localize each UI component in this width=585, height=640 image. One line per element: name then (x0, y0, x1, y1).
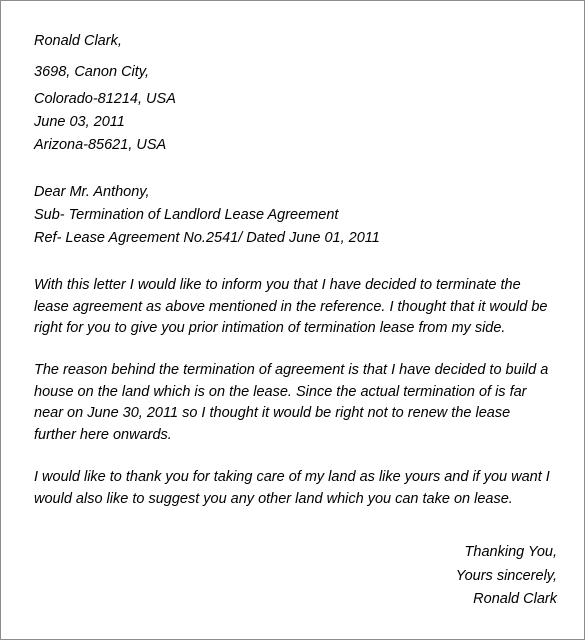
body-paragraph-2 (34, 360, 564, 446)
paragraph-line: house on the land which is on the lease. Since the actual termination of is far (34, 383, 527, 400)
paragraph-line: I would like to thank you for taking care of my land as like yours and if you want I (34, 469, 550, 485)
paragraph-line: With this letter I would like to inform you that I have decided to terminate the (34, 277, 521, 293)
body-paragraph-3 (34, 467, 564, 510)
body-paragraph-1 (34, 275, 564, 340)
reference-line: Ref- Lease Agreement No.2541/ Dated June 01, 2011 (34, 230, 380, 246)
letter-date: June 03, 2011 (34, 114, 125, 130)
recipient-address: Arizona-85621, USA (34, 137, 167, 153)
signature-name: Ronald Clark (473, 591, 557, 607)
sender-name: Ronald Clark, (34, 33, 122, 49)
paragraph-line: would also like to suggest you any other land which you can take on lease. (34, 490, 513, 507)
paragraph-line: lease agreement as above mentioned in the reference. I thought that it would be (34, 298, 548, 315)
sender-state: Colorado-81214, USA (34, 91, 176, 107)
sender-street: 3698, Canon City, (34, 64, 149, 80)
closing-valediction: Yours sincerely, (455, 568, 557, 584)
paragraph-line: right for you to give you prior intimation of termination lease from my side. (34, 320, 506, 336)
subject-line: Sub- Termination of Landlord Lease Agreement (34, 207, 339, 223)
paragraph-line: near on June 30, 2011 so I thought it would be right not to renew the lease (34, 405, 511, 421)
paragraph-line: further here onwards. (34, 426, 172, 443)
closing-thanks: Thanking You, (464, 544, 557, 560)
salutation: Dear Mr. Anthony, (34, 184, 150, 200)
paragraph-line: The reason behind the termination of agreement is that I have decided to build a (34, 362, 549, 378)
